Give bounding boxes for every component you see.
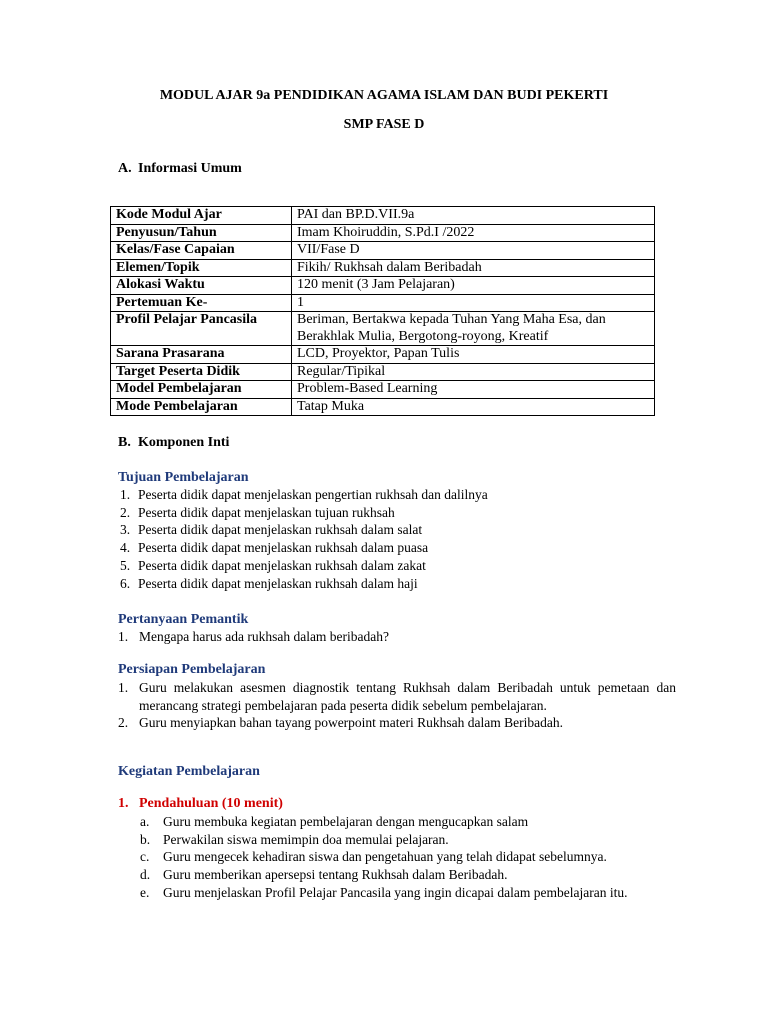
list-item — [118, 486, 676, 504]
tujuan-list — [118, 486, 676, 592]
info-table-row — [111, 346, 655, 364]
list-item-number: 3. — [120, 522, 131, 538]
list-item-number: 1. — [118, 629, 129, 644]
info-value: Regular/Tipikal — [292, 363, 655, 381]
info-table-row — [111, 259, 655, 277]
list-item-text: Peserta didik dapat menjelaskan tujuan rukhsah — [138, 504, 395, 520]
list-item — [118, 714, 676, 732]
info-table — [110, 206, 655, 416]
info-key: Mode Pembelajaran — [111, 398, 292, 416]
info-table-row — [111, 398, 655, 416]
list-item — [118, 848, 676, 866]
info-value: LCD, Proyektor, Papan Tulis — [292, 346, 655, 364]
list-item-text: Guru memberikan apersepsi tentang Rukhsah dalam Beribadah. — [163, 867, 508, 883]
document-subtitle: SMP FASE D — [343, 117, 425, 132]
section-b-letter: B. — [118, 435, 131, 450]
list-item-text: Peserta didik dapat menjelaskan rukhsah dalam haji — [138, 575, 418, 591]
list-item-number: 1. — [120, 487, 131, 502]
list-item-number: e. — [140, 884, 150, 900]
section-a-title: Informasi Umum — [138, 161, 242, 176]
tujuan-heading: Tujuan Pembelajaran — [118, 470, 249, 485]
list-item-number: 2. — [120, 504, 131, 520]
info-key: Penyusun/Tahun — [111, 224, 292, 242]
info-value: Beriman, Bertakwa kepada Tuhan Yang Maha Esa, dan Berakhlak Mulia, Bergotong-royong, Kreatif — [292, 312, 655, 346]
list-item-text: Perwakilan siswa memimpin doa memulai pelajaran. — [163, 831, 449, 847]
info-key: Model Pembelajaran — [111, 381, 292, 399]
list-item-text: Guru melakukan asesmen diagnostik tentang Rukhsah dalam Beribadah untuk pemetaan dan merancang strategi pembelajaran pada peserta didik sebelum pembelajaran. — [139, 680, 676, 713]
info-key: Alokasi Waktu — [111, 277, 292, 295]
info-value: PAI dan BP.D.VII.9a — [292, 207, 655, 225]
pendahuluan-number: 1. — [118, 796, 129, 811]
info-key: Kelas/Fase Capaian — [111, 242, 292, 260]
list-item-text: Peserta didik dapat menjelaskan rukhsah dalam puasa — [138, 540, 429, 556]
list-item-number: 1. — [118, 680, 129, 695]
info-table-row — [111, 242, 655, 260]
info-table-row — [111, 312, 655, 346]
persiapan-list — [118, 679, 676, 732]
info-value: Tatap Muka — [292, 398, 655, 416]
section-a-letter: A. — [118, 161, 132, 176]
list-item-number: 4. — [120, 540, 131, 556]
list-item — [118, 575, 676, 593]
info-key: Kode Modul Ajar — [111, 207, 292, 225]
list-item-text: Guru menyiapkan bahan tayang powerpoint materi Rukhsah dalam Beribadah. — [139, 715, 563, 731]
section-a-heading — [118, 161, 242, 177]
info-table-row — [111, 277, 655, 295]
info-value: Imam Khoiruddin, S.Pd.I /2022 — [292, 224, 655, 242]
list-item — [118, 557, 676, 575]
list-item — [118, 521, 676, 539]
list-item-number: d. — [140, 867, 151, 883]
list-item-number: c. — [140, 849, 150, 865]
section-b-title: Komponen Inti — [138, 435, 230, 450]
document-title: MODUL AJAR 9a PENDIDIKAN AGAMA ISLAM DAN BUDI PEKERTI — [159, 88, 609, 103]
info-table-row — [111, 294, 655, 312]
list-item — [118, 628, 676, 646]
list-item — [118, 866, 676, 884]
kegiatan-heading: Kegiatan Pembelajaran — [118, 764, 260, 779]
list-item — [118, 504, 676, 522]
list-item — [118, 813, 676, 831]
list-item-number: 2. — [118, 715, 129, 731]
section-b-heading — [118, 435, 229, 451]
info-key: Sarana Prasarana — [111, 346, 292, 364]
list-item-text: Guru menjelaskan Profil Pelajar Pancasila yang ingin dicapai dalam pembelajaran itu. — [163, 884, 628, 900]
list-item-text: Peserta didik dapat menjelaskan rukhsah dalam salat — [138, 522, 423, 538]
info-key: Pertemuan Ke- — [111, 294, 292, 312]
info-table-row — [111, 207, 655, 225]
list-item-text: Peserta didik dapat menjelaskan rukhsah dalam zakat — [138, 557, 426, 573]
info-value: Fikih/ Rukhsah dalam Beribadah — [292, 259, 655, 277]
pendahuluan-list — [118, 813, 676, 902]
pendahuluan-heading — [118, 796, 283, 812]
list-item — [118, 884, 676, 902]
list-item-text: Guru mengecek kehadiran siswa dan pengetahuan yang telah didapat sebelumnya. — [163, 849, 607, 865]
list-item-number: 6. — [120, 575, 131, 591]
pemantik-heading: Pertanyaan Pemantik — [118, 612, 249, 627]
list-item — [118, 831, 676, 849]
list-item-text: Guru membuka kegiatan pembelajaran dengan mengucapkan salam — [163, 814, 529, 829]
info-table-row — [111, 381, 655, 399]
pendahuluan-title: Pendahuluan (10 menit) — [139, 796, 283, 811]
list-item-number: a. — [140, 814, 150, 829]
info-key: Profil Pelajar Pancasila — [111, 312, 292, 346]
list-item-text: Mengapa harus ada rukhsah dalam beribadah? — [139, 629, 390, 644]
list-item — [118, 679, 676, 714]
list-item-number: 5. — [120, 557, 131, 573]
info-key: Target Peserta Didik — [111, 363, 292, 381]
persiapan-heading: Persiapan Pembelajaran — [118, 662, 266, 677]
info-value: 1 — [292, 294, 655, 312]
info-table-row — [111, 363, 655, 381]
list-item-text: Peserta didik dapat menjelaskan pengertian rukhsah dan dalilnya — [138, 487, 488, 502]
list-item — [118, 539, 676, 557]
pemantik-list — [118, 628, 676, 646]
list-item-number: b. — [140, 831, 151, 847]
info-value: Problem-Based Learning — [292, 381, 655, 399]
info-table-row — [111, 224, 655, 242]
info-value: VII/Fase D — [292, 242, 655, 260]
info-value: 120 menit (3 Jam Pelajaran) — [292, 277, 655, 295]
info-key: Elemen/Topik — [111, 259, 292, 277]
